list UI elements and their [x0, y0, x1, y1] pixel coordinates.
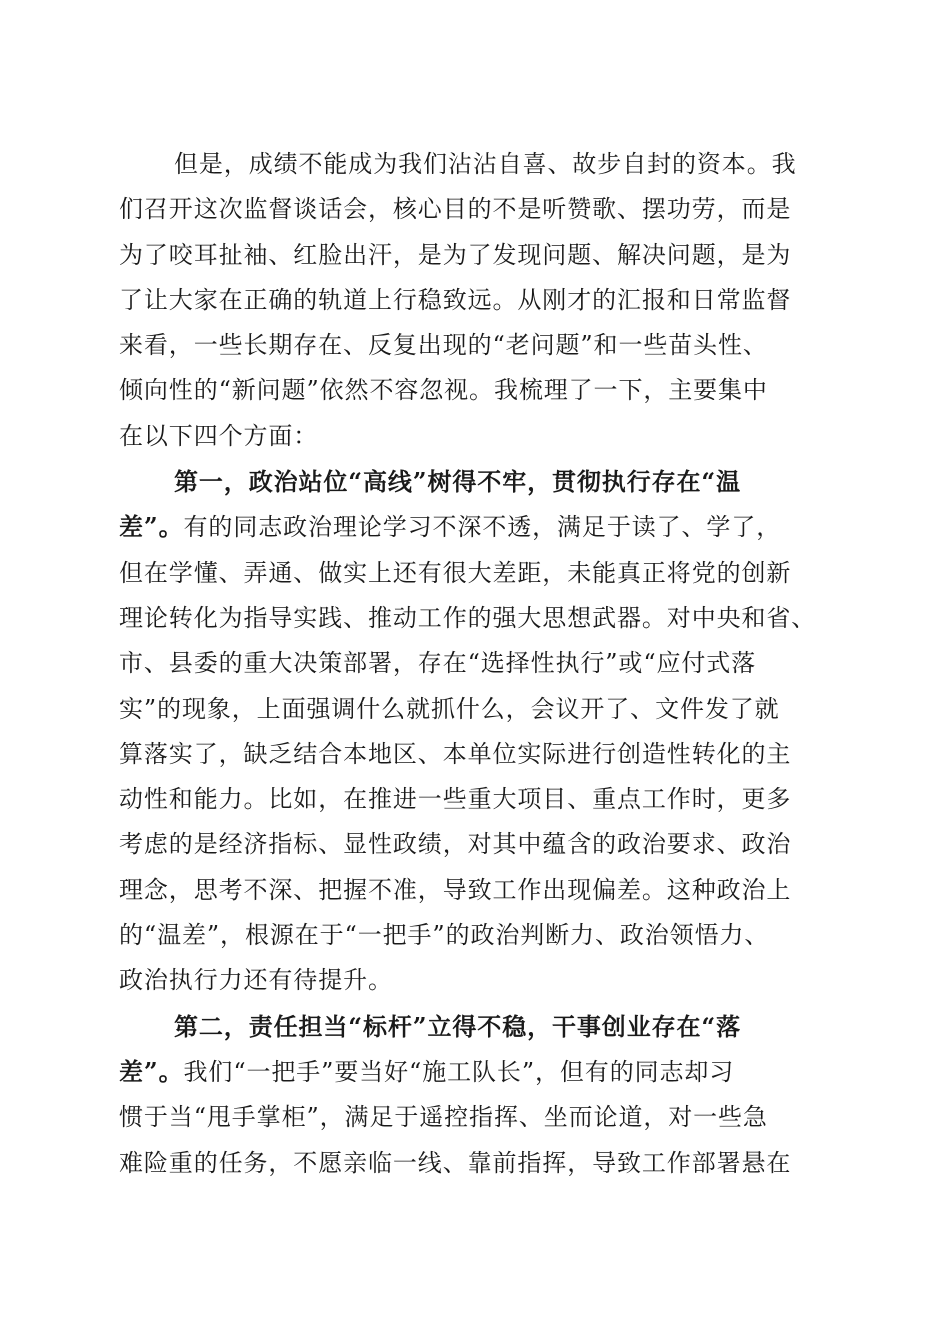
text-line: 但是，成绩不能成为我们沾沾自喜、故步自封的资本。我 — [174, 150, 797, 178]
text-line: 惯于当“甩手掌柜”，满足于遥控指挥、坐而论道，对一些急 — [119, 1103, 768, 1132]
text-line: 动性和能力。比如，在推进一些重大项目、重点工作时，更多 — [119, 785, 792, 814]
paragraph-point-one — [119, 459, 831, 1004]
paragraph-intro — [119, 142, 831, 459]
text-line: 理念，思考不深、把握不准，导致工作出现偏差。这种政治上 — [119, 875, 792, 904]
text-line: 们召开这次监督谈话会，核心目的不是听赞歌、摆功劳，而是 — [119, 195, 792, 224]
text-line: 为了咬耳扯袖、红脸出汗，是为了发现问题、解决问题，是为 — [119, 240, 792, 269]
text-line: 算落实了，缺乏结合本地区、本单位实际进行创造性转化的主 — [119, 739, 792, 768]
text-line: 政治执行力还有待提升。 — [119, 966, 393, 995]
text-line: 市、县委的重大决策部署，存在“选择性执行”或“应付式落 — [119, 649, 757, 678]
paragraph-point-two — [119, 1004, 831, 1186]
text-line: 在以下四个方面： — [119, 421, 319, 450]
text-line: 难险重的任务，不愿亲临一线、靠前指挥，导致工作部署悬在 — [119, 1148, 792, 1177]
text-run: 有的同志政治理论学习不深不透，满足于读了、学了， — [183, 513, 782, 542]
section-heading-line: 第一，政治站位“高线”树得不牢，贯彻执行存在“温 — [174, 467, 742, 497]
section-heading-line: 第二，责任担当“标杆”立得不稳，干事创业存在“落 — [174, 1011, 742, 1041]
text-line: 实”的现象，上面强调什么就抓什么，会议开了、文件发了就 — [119, 694, 780, 723]
text-line — [119, 504, 831, 550]
section-heading-tail: 差”。 — [119, 512, 184, 542]
text-line: 来看，一些长期存在、反复出现的“老问题”和一些苗头性、 — [119, 331, 768, 360]
text-line: 考虑的是经济指标、显性政绩，对其中蕴含的政治要求、政治 — [119, 830, 792, 859]
document-body — [119, 142, 831, 1186]
section-heading-tail: 差”。 — [119, 1056, 184, 1086]
text-line: 理论转化为指导实践、推动工作的强大思想武器。对中央和省、 — [119, 603, 817, 632]
text-line: 的“温差”，根源在于“一把手”的政治判断力、政治领悟力、 — [119, 921, 770, 950]
text-line: 倾向性的“新问题”依然不容忽视。我梳理了一下，主要集中 — [119, 376, 768, 405]
text-line: 但在学懂、弄通、做实上还有很大差距，未能真正将党的创新 — [119, 558, 792, 587]
text-run: 我们“一把手”要当好“施工队长”，但有的同志却习 — [183, 1057, 735, 1086]
text-line — [119, 1049, 831, 1095]
text-line: 了让大家在正确的轨道上行稳致远。从刚才的汇报和日常监督 — [119, 285, 792, 314]
